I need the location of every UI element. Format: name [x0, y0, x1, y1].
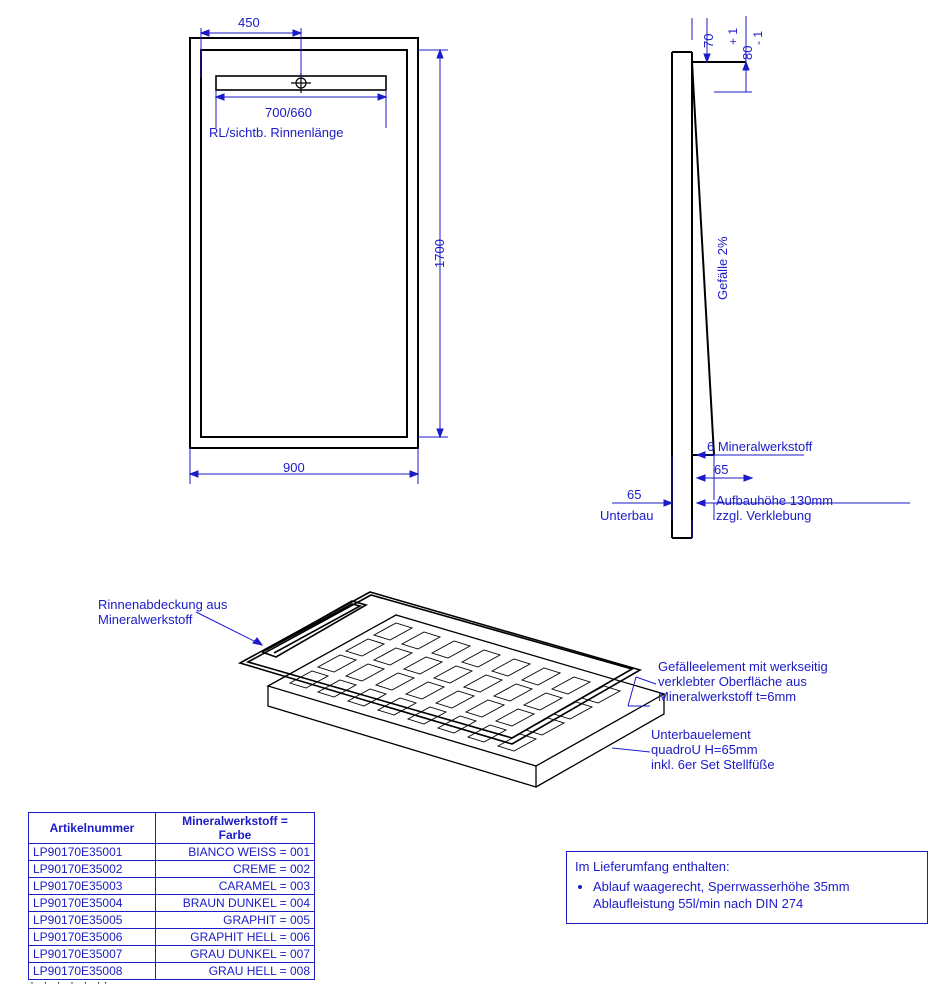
cell-article-code: LP90170E35006 — [29, 929, 156, 946]
cell-article-color: GRAPHIT HELL = 006 — [156, 929, 315, 946]
cell-article-code: LP90170E35005 — [29, 912, 156, 929]
cell-article-code: LP90170E35007 — [29, 946, 156, 963]
delivery-note-item-line2: Ablaufleistung 55l/min nach DIN 274 — [593, 896, 804, 912]
header-color-line2: Farbe — [218, 828, 252, 842]
section-view-body — [672, 52, 746, 538]
plan-label-rinnenlaenge: RL/sichtb. Rinnenlänge — [209, 125, 344, 140]
cell-article-color: BIANCO WEISS = 001 — [156, 844, 315, 861]
section-dim-70: 70 — [701, 33, 716, 48]
callout-cover-line1: Rinnenabdeckung aus — [98, 597, 228, 612]
table-row — [29, 878, 315, 895]
section-dim-65-top: 65 — [714, 462, 729, 477]
cell-article-code: LP90170E35003 — [29, 878, 156, 895]
callout-slope-line3: Mineralwerkstoff t=6mm — [658, 688, 797, 704]
table-row — [29, 861, 315, 878]
plan-dim-900: 900 — [283, 460, 305, 475]
callout-sub-line1: Unterbauelement — [651, 727, 751, 742]
section-label-gefaelle: Gefälle 2% — [715, 236, 730, 300]
table-row — [29, 912, 315, 929]
callout-cover-line2: Mineralwerkstoff — [98, 611, 193, 627]
delivery-note-list — [575, 878, 919, 913]
cell-article-color: CARAMEL = 003 — [156, 878, 315, 895]
plan-dimensions — [190, 28, 448, 484]
cell-article-color: GRAU HELL = 008 — [156, 963, 315, 980]
section-dimensions — [612, 16, 910, 538]
cell-article-color: CREME = 002 — [156, 861, 315, 878]
callout-sub-line2: quadroU H=65mm — [651, 741, 758, 757]
section-dim-80: 80 — [740, 45, 755, 60]
header-color-line1: Mineralwerkstoff = — [182, 814, 288, 828]
table-row — [29, 844, 315, 861]
section-tolerance-plus: + 1 — [726, 27, 740, 45]
delivery-note-item — [593, 878, 919, 913]
cell-article-code: LP90170E35004 — [29, 895, 156, 912]
callout-sub-line3: inkl. 6er Set Stellfüße — [651, 756, 775, 772]
cell-article-code: LP90170E35008 — [29, 963, 156, 980]
callout-rinnenabdeckung — [98, 598, 227, 628]
cell-article-color: BRAUN DUNKEL = 004 — [156, 895, 315, 912]
callout-slope-line1: Gefälleelement mit werkseitig — [658, 659, 828, 674]
table-row — [29, 929, 315, 946]
iso-view-sub-frame — [268, 615, 664, 787]
plan-dim-700-660: 700/660 — [265, 105, 312, 120]
header-mineralwerkstoff-farbe — [156, 813, 315, 844]
aufbauhoehe-line2: zzgl. Verklebung — [716, 507, 812, 523]
plan-dim-1700: 1700 — [432, 239, 447, 268]
cell-article-color: GRAPHIT = 005 — [156, 912, 315, 929]
cell-article-code: LP90170E35001 — [29, 844, 156, 861]
table-row — [29, 946, 315, 963]
callout-slope-line2: verklebter Oberfläche aus — [658, 673, 807, 689]
article-number-table — [28, 812, 315, 980]
cell-article-code: LP90170E35002 — [29, 861, 156, 878]
section-label-mineralwerkstoff-6: 6 Mineralwerkstoff — [707, 439, 813, 454]
callout-gefaelleelement — [658, 660, 828, 705]
aufbauhoehe-line1: Aufbauhöhe 130mm — [716, 493, 834, 508]
section-label-aufbauhoehe — [716, 494, 833, 524]
plan-dim-450: 450 — [238, 15, 260, 30]
section-label-unterbau: Unterbau — [600, 508, 654, 523]
delivery-scope-note — [566, 851, 928, 924]
table-row — [29, 895, 315, 912]
cell-article-color: GRAU DUNKEL = 007 — [156, 946, 315, 963]
callout-unterbauelement — [651, 728, 775, 773]
bottom-edge-marks: · · · · · ·· — [30, 975, 111, 989]
header-artikelnummer: Artikelnummer — [29, 813, 156, 844]
section-dim-65-left: 65 — [627, 487, 642, 502]
delivery-note-item-line1: Ablauf waagerecht, Sperrwasserhöhe 35mm — [593, 878, 850, 894]
section-tolerance-minus: - 1 — [751, 30, 765, 45]
delivery-note-title: Im Lieferumfang enthalten: — [575, 859, 730, 874]
table-header-row — [29, 813, 315, 844]
